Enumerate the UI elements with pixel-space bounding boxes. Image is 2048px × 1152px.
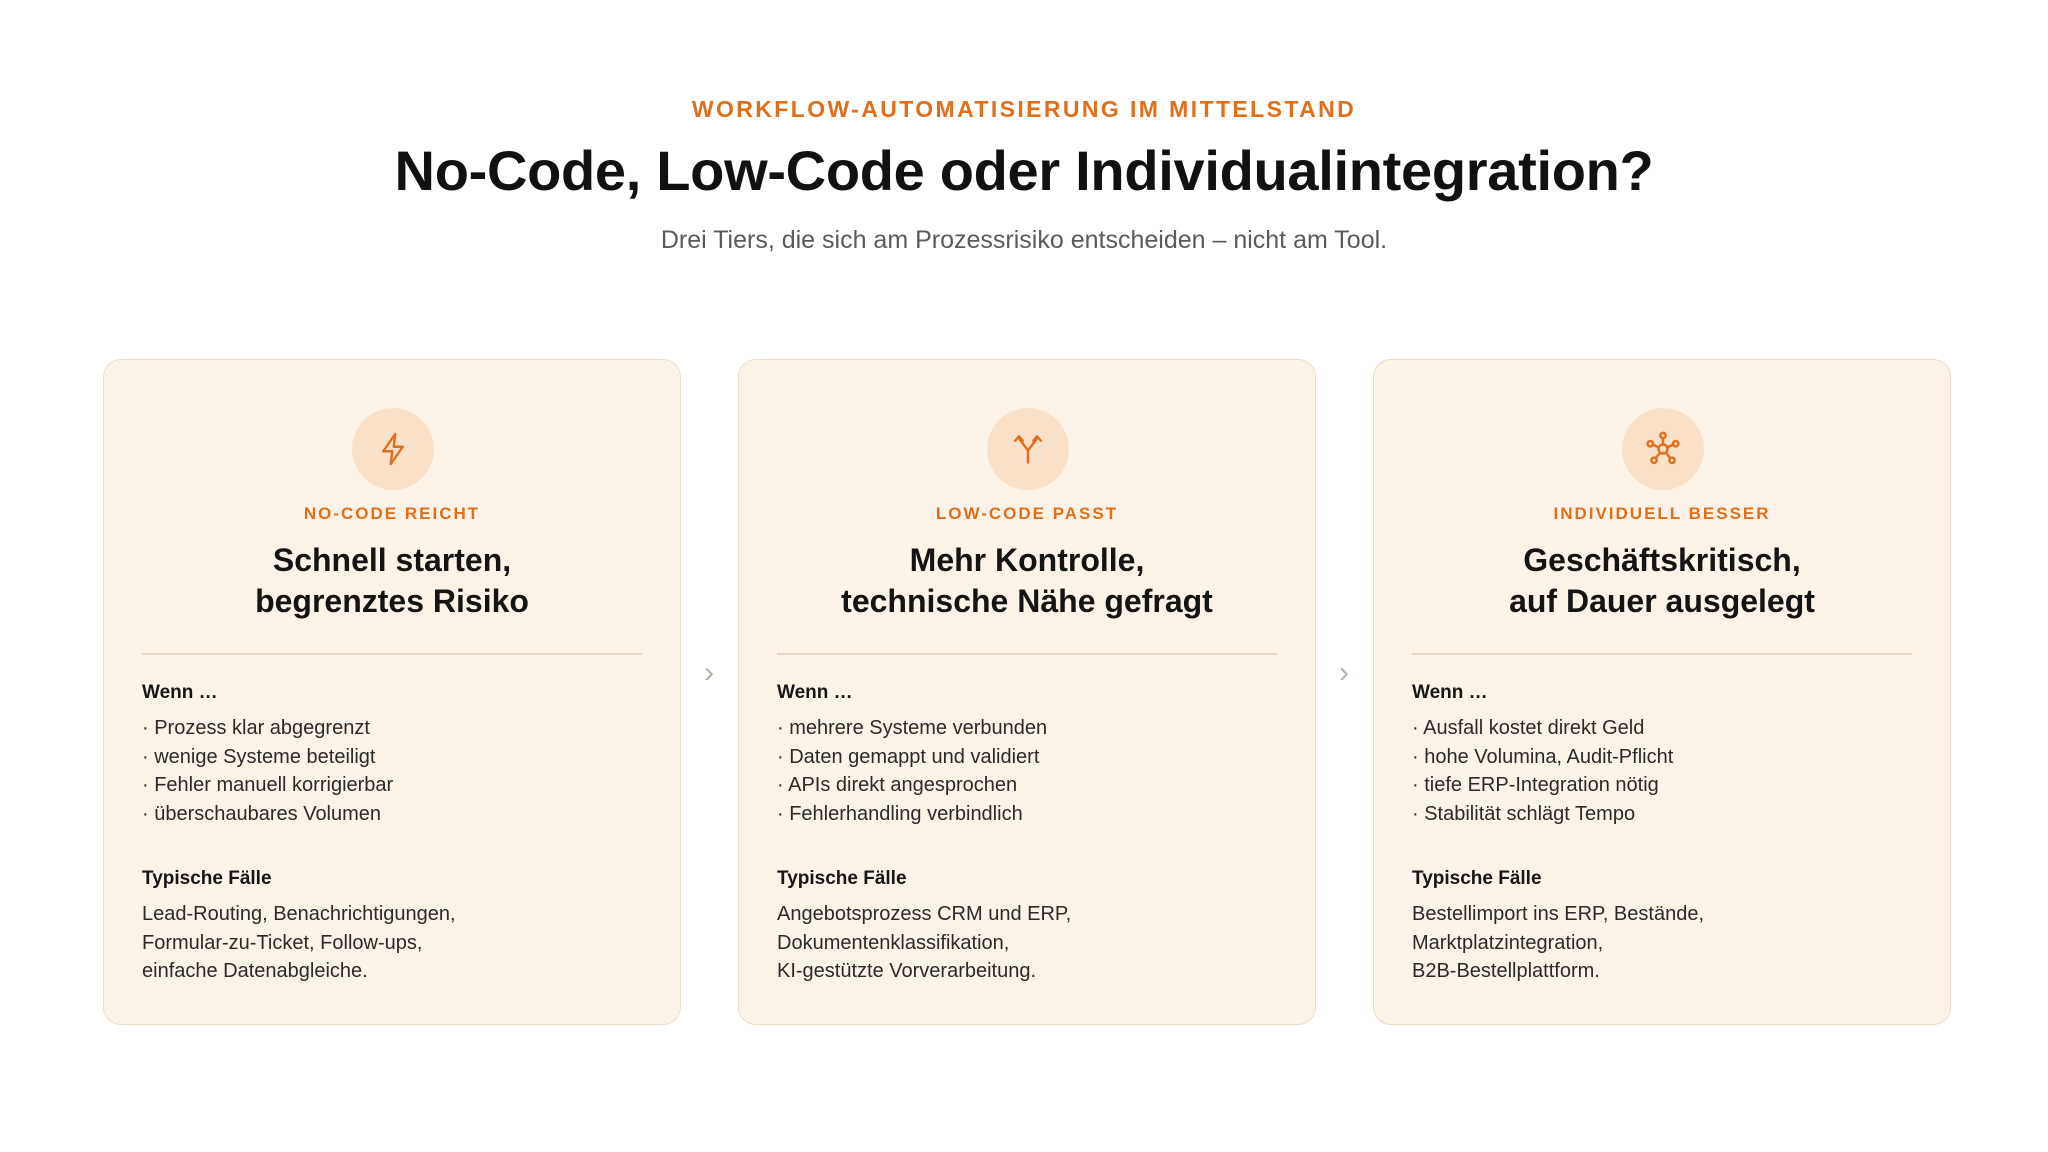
when-heading: Wenn …: [1412, 682, 1488, 703]
list-item: · tiefe ERP-Integration nötig: [1412, 774, 1659, 796]
chevron-right-icon: ›: [1339, 656, 1349, 689]
list-item: · Daten gemappt und validiert: [777, 745, 1040, 768]
when-list: [1412, 714, 1673, 828]
tier-card-individual: [1373, 359, 1951, 1025]
cases-text: [777, 900, 1071, 986]
cases-line: Dokumentenklassifikation,: [777, 931, 1010, 954]
tier-label: LOW-CODE PASST: [935, 504, 1119, 523]
tier-card-low-code: [738, 359, 1316, 1025]
when-heading: Wenn …: [777, 682, 853, 703]
card-title: [104, 540, 680, 622]
card-title-line: Geschäftskritisch,: [1523, 542, 1801, 578]
cases-line: Bestellimport ins ERP, Bestände,: [1412, 903, 1705, 925]
lightning-bolt-icon: [352, 408, 434, 490]
page-subtitle: Drei Tiers, die sich am Prozessrisiko entscheiden – nicht am Tool.: [660, 226, 1388, 254]
cases-line: KI-gestützte Vorverarbeitung.: [777, 960, 1037, 982]
tier-label: NO-CODE REICHT: [303, 504, 481, 523]
tier-label: INDIVIDUELL BESSER: [1553, 504, 1771, 523]
chevron-right-icon: ›: [704, 656, 714, 689]
cases-line: Formular-zu-Ticket, Follow-ups,: [142, 931, 423, 954]
list-item: · Stabilität schlägt Tempo: [1412, 802, 1636, 825]
list-item: · Fehlerhandling verbindlich: [777, 802, 1023, 825]
list-item: · hohe Volumina, Audit-Pflicht: [1412, 745, 1674, 768]
list-item: · APIs direkt angesprochen: [777, 774, 1018, 796]
eyebrow: WORKFLOW-AUTOMATISIERUNG IM MITTELSTAND: [691, 96, 1357, 122]
card-title-line: technische Nähe gefragt: [841, 583, 1213, 619]
network-hub-icon: [1622, 408, 1704, 490]
card-title-line: Mehr Kontrolle,: [909, 542, 1145, 578]
card-title: [1374, 540, 1950, 622]
card-title: [739, 540, 1315, 622]
divider: [777, 653, 1277, 655]
when-heading: Wenn …: [142, 682, 218, 703]
tier-card-no-code: [103, 359, 681, 1025]
cases-text: [1412, 900, 1704, 986]
cases-line: Marktplatzintegration,: [1412, 931, 1604, 954]
divider: [1412, 653, 1912, 655]
card-title-line: Schnell starten,: [272, 542, 512, 578]
cases-line: Lead-Routing, Benachrichtigungen,: [142, 903, 456, 925]
cases-heading: Typische Fälle: [1412, 868, 1542, 889]
list-item: · Prozess klar abgegrenzt: [142, 717, 370, 739]
cases-line: B2B-Bestellplattform.: [1412, 960, 1600, 982]
list-item: · Fehler manuell korrigierbar: [142, 774, 394, 796]
cases-line: Angebotsprozess CRM und ERP,: [777, 903, 1072, 925]
list-item: · überschaubares Volumen: [142, 802, 382, 825]
divider: [142, 653, 642, 655]
branch-split-icon: [987, 408, 1069, 490]
cases-heading: Typische Fälle: [142, 868, 272, 889]
cases-line: einfache Datenabgleiche.: [142, 960, 368, 982]
when-list: [142, 714, 393, 828]
list-item: · Ausfall kostet direkt Geld: [1412, 717, 1645, 739]
card-title-line: begrenztes Risiko: [255, 583, 529, 619]
list-item: · wenige Systeme beteiligt: [142, 745, 376, 768]
page-title: No-Code, Low-Code oder Individualintegration?: [394, 139, 1654, 202]
when-list: [777, 714, 1047, 828]
list-item: · mehrere Systeme verbunden: [777, 717, 1048, 739]
cases-text: [142, 900, 456, 986]
card-title-line: auf Dauer ausgelegt: [1509, 583, 1815, 619]
cases-heading: Typische Fälle: [777, 868, 907, 889]
